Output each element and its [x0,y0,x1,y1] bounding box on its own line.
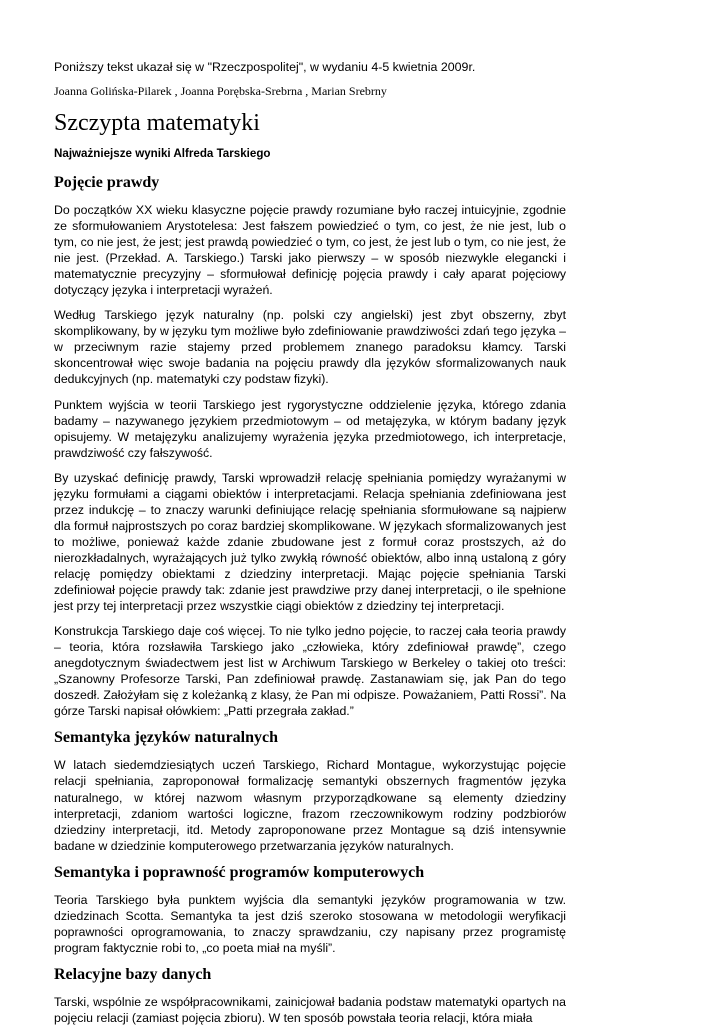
paragraph: Teoria Tarskiego była punktem wyjścia dla semantyki języków programowania w tzw. dziedzinach Scotta. Semantyka ta jest dziś szeroko stosowana w metodologii weryfikacji poprawności oprogramowania, to znaczy sprawdzaniu, czy napisany przez programistę program faktycznie robi to, „co poeta miał na myśli”. [54,892,566,955]
article-title: Szczypta matematyki [54,110,260,136]
section-heading-relational-databases: Relacyjne bazy danych [54,965,212,983]
article [54,59,566,1026]
paragraph: Konstrukcja Tarskiego daje coś więcej. To nie tylko jedno pojęcie, to raczej cała teoria prawdy – teoria, która rozsławiła Tarskiego jako „człowieka, który zdefiniował prawdę”, czego anegdotycznym świadectwem jest list w Archiwum Tarskiego w Berkeley o takiej oto treści: „Szanowny Profesorze Tarski, Pan zdefiniował prawdę. Zastanawiam się, jak Pan do tego doszedł. Założyłam się z koleżanką z klasy, że Pan mi odpisze. Poważaniem, Patti Rossi”. Na górze Tarski napisał ołówkiem: „Patti przegrała zakład.” [54,624,566,719]
section-heading-natural-language-semantics: Semantyka języków naturalnych [54,729,279,747]
article-subtitle: Najważniejsze wyniki Alfreda Tarskiego [54,147,271,160]
paragraph: Tarski, wspólnie ze współpracownikami, zainicjował badania podstaw matematyki opartych na pojęciu relacji (zamiast pojęcia zbioru). W ten sposób powstała teoria relacji, która miała [54,994,566,1025]
paragraph: Do początków XX wieku klasyczne pojęcie prawdy rozumiane było raczej intuicyjnie, zgodnie ze sformułowaniem Arystotelesa: Jest fałszem powiedzieć o tym, co jest, że nie jest, lub o tym, co nie jest, że jest; jest prawdą powiedzieć o tym, co jest, że jest lub o tym, co nie jest, że nie jest. (Przekład. A. Tarskiego.) Tarski jako pierwszy – w sposób niezwykle elegancki i matematycznie precyzyjny – sformułował definicję pojęcia prawdy i cały aparat pojęciowy dotyczący języka i interpretacji wyrażeń. [54,203,566,298]
paragraph: Punktem wyjścia w teorii Tarskiego jest rygorystyczne oddzielenie języka, którego zdania badamy – nazywanego językiem przedmiotowym – od metajęzyka, w którym badany język opisujemy. W metajęzyku analizujemy wyrażenia języka przedmiotowego, ich interpretacje, prawdziwość czy fałszywość. [54,397,566,460]
paragraph: By uzyskać definicję prawdy, Tarski wprowadził relację spełniania pomiędzy wyrażanymi w języku formułami a ciągami obiektów i interpretacjami. Relacja spełniania zdefiniowana jest przez indukcję – to znaczy warunki definiujące relację spełniania sformułowane są najpierw dla formuł najprostszych po coraz bardziej skomplikowane. W językach sformalizowanych jest to możliwe, ponieważ każde zdanie zbudowane jest z formuł coraz prostszych, aż do nierozkładalnych, wyrażających już tylko zwykłą równość obiektów, albo inną ustaloną z góry relację pomiędzy obiektami z dziedziny interpretacji. Mając pojęcie spełniania Tarski zdefiniował pojęcie prawdy tak: zdanie jest prawdziwe przy danej interpretacji, o ile spełnione jest przy tej interpretacji przez wszystkie ciągi obiektów z dziedziny tej interpretacji. [54,470,566,614]
paragraph: Według Tarskiego język naturalny (np. polski czy angielski) jest zbyt obszerny, zbyt skomplikowany, by w języku tym możliwe było zdefiniowanie prawdziwości zdań tego języka – w przeciwnym razie stajemy przed problemem znanego paradoksu kłamcy. Tarski skoncentrował więc swoje badania na pojęciu prawdy dla języków sformalizowanych nauk dedukcyjnych (np. matematyki czy podstaw fizyki). [54,308,566,387]
section-heading-program-semantics: Semantyka i poprawność programów komputerowych [54,863,425,881]
authors-line: Joanna Golińska-Pilarek , Joanna Porębska-Srebrna , Marian Srebrny [54,84,387,98]
section-heading-truth: Pojęcie prawdy [54,174,160,191]
paragraph: W latach siedemdziesiątych uczeń Tarskiego, Richard Montague, wykorzystując pojęcie relacji spełniania, zaproponował formalizację semantyki obszernych fragmentów języka naturalnego, w której nazwom własnym przyporządkowane są elementy dziedziny interpretacji, zdaniom wartości logiczne, frazom rzeczownikowym rodziny podzbiorów dziedziny interpretacji, itd. Metody zaproponowane przez Montague są dziś intensywnie badane w dziedzinie komputerowego przetwarzania języków naturalnych. [54,758,566,853]
publication-note: Poniższy tekst ukazał się w "Rzeczpospolitej", w wydaniu 4-5 kwietnia 2009r. [54,60,476,74]
